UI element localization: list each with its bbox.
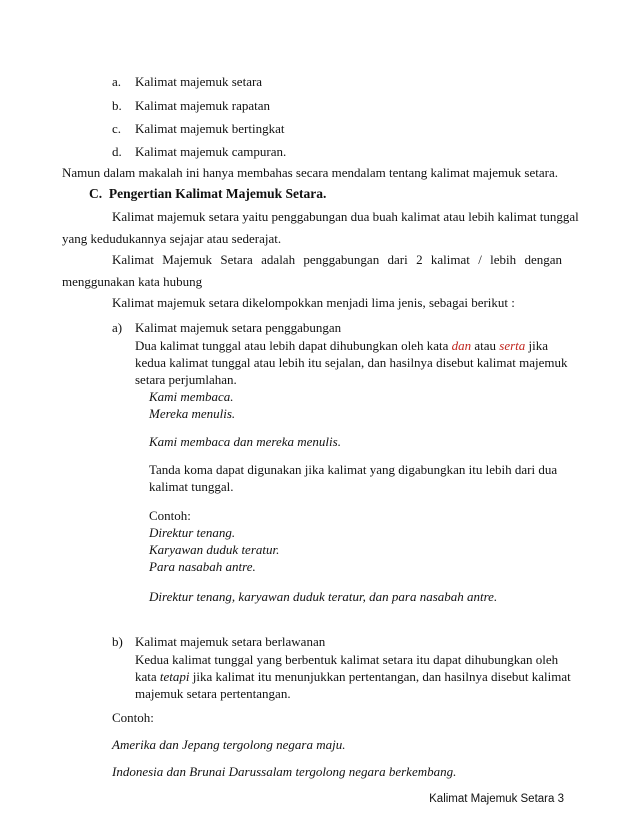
list-marker: c. [112, 121, 122, 136]
item-a-desc-line1 [135, 338, 548, 354]
note-line2: kalimat tunggal. [149, 479, 234, 494]
list-item: Kalimat majemuk campuran. [135, 144, 287, 159]
example-sentence: Karyawan duduk teratur. [149, 542, 280, 557]
item-b-desc-line1: Kedua kalimat tunggal yang berbentuk kalimat setara itu dapat dihubungkan oleh [135, 652, 559, 667]
list-marker: d. [112, 144, 122, 159]
list-item: Kalimat majemuk setara [135, 74, 263, 89]
conjunction-tetapi: tetapi [159, 669, 190, 684]
example-sentence: Mereka menulis. [149, 406, 236, 421]
note-line1: Tanda koma dapat digunakan jika kalimat yang digabungkan itu lebih dari dua [149, 462, 558, 477]
example-sentence: Indonesia dan Brunai Darussalam tergolong negara berkembang. [112, 764, 457, 779]
desc-text: kata [135, 669, 157, 684]
conjunction-dan: dan [451, 338, 472, 353]
desc-text: Dua kalimat tunggal atau lebih dapat dihubungkan oleh kata [135, 338, 449, 353]
para1-line1: Kalimat majemuk setara yaitu penggabungan dua buah kalimat atau lebih kalimat tunggal [112, 209, 579, 224]
contoh-label: Contoh: [149, 508, 191, 523]
example-combined: Kami membaca dan mereka menulis. [149, 434, 341, 449]
para1-line2: yang kedudukannya sejajar atau sederajat. [62, 231, 282, 246]
page-footer: Kalimat Majemuk Setara 3 [429, 793, 564, 805]
para3: Kalimat majemuk setara dikelompokkan menjadi lima jenis, sebagai berikut : [112, 295, 515, 310]
item-b-desc-line2 [135, 669, 571, 685]
para2-line2: menggunakan kata hubung [62, 274, 203, 289]
section-title: Pengertian Kalimat Majemuk Setara. [108, 186, 327, 201]
example-sentence: Kami membaca. [149, 389, 234, 404]
example-sentence: Amerika dan Jepang tergolong negara maju. [112, 737, 346, 752]
list-marker: b. [112, 98, 122, 113]
desc-text: atau [474, 338, 497, 353]
list-item: Kalimat majemuk bertingkat [135, 121, 285, 136]
conjunction-serta: serta [499, 338, 526, 353]
item-a-desc-line2: kedua kalimat tunggal atau lebih itu sejalan, dan hasilnya disebut kalimat majemuk [135, 355, 568, 370]
item-b-marker: b) [112, 634, 123, 649]
item-b-title: Kalimat majemuk setara berlawanan [135, 634, 326, 649]
desc-text: jika [528, 338, 549, 353]
item-b-desc-line3: majemuk setara pertentangan. [135, 686, 291, 701]
contoh-label: Contoh: [112, 710, 154, 725]
item-a-title: Kalimat majemuk setara penggabungan [135, 320, 342, 335]
example-combined: Direktur tenang, karyawan duduk teratur, dan para nasabah antre. [149, 589, 498, 604]
para2-line1: Kalimat Majemuk Setara adalah penggabungan dari 2 kalimat / lebih dengan [112, 252, 562, 267]
example-sentence: Para nasabah antre. [149, 559, 256, 574]
desc-text: jika kalimat itu menunjukkan pertentangan, dan hasilnya disebut kalimat [192, 669, 571, 684]
section-heading [89, 186, 326, 202]
example-sentence: Direktur tenang. [149, 525, 236, 540]
intro-sentence: Namun dalam makalah ini hanya membahas secara mendalam tentang kalimat majemuk setara. [62, 165, 558, 180]
list-item: Kalimat majemuk rapatan [135, 98, 271, 113]
item-a-desc-line3: setara perjumlahan. [135, 372, 237, 387]
section-marker: C. [89, 186, 103, 201]
list-marker: a. [112, 74, 122, 89]
item-a-marker: a) [112, 320, 123, 335]
